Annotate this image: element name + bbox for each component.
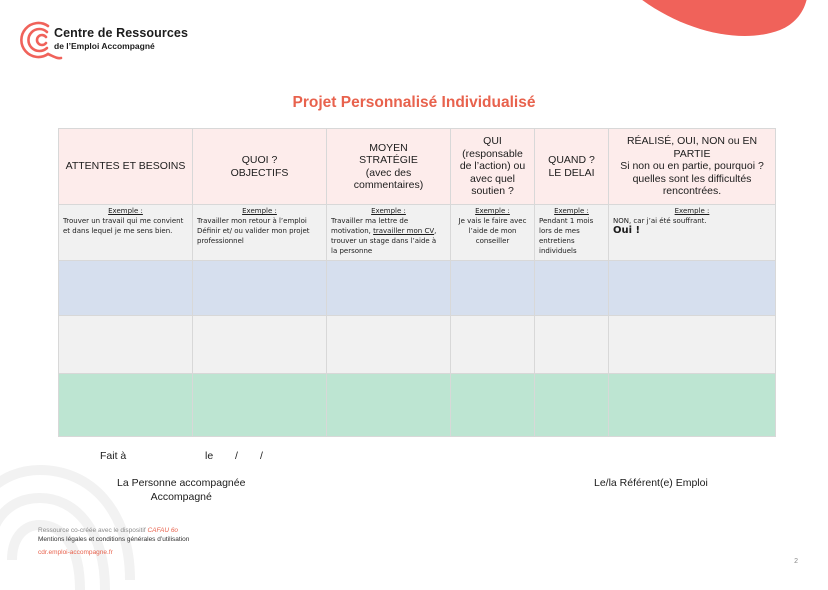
- table-cell[interactable]: [609, 316, 776, 374]
- table-cell[interactable]: [193, 374, 327, 437]
- example-moyen-cv: travailler mon CV: [373, 227, 435, 235]
- footer-legal-link[interactable]: Mentions légales et conditions générales d’utilisation: [38, 536, 190, 543]
- table-cell[interactable]: [59, 316, 193, 374]
- header-qui: QUI (responsable de l’action) ou avec quel soutien ?: [451, 129, 535, 205]
- header-moyen: MOYEN STRATÉGIE (avec des commentaires): [327, 129, 451, 205]
- table-row: [59, 316, 776, 374]
- example-row: [59, 205, 776, 261]
- table-row: [59, 261, 776, 316]
- example-realise-oui: Oui !: [613, 225, 641, 236]
- table-cell[interactable]: [451, 261, 535, 316]
- table-header-row: [59, 129, 776, 205]
- table-cell[interactable]: [609, 374, 776, 437]
- brand-line-2: de l’Emploi Accompagné: [54, 41, 155, 51]
- footer-credit-name: CAFAU 6o: [147, 527, 179, 534]
- table-cell[interactable]: [609, 261, 776, 316]
- example-label: Exemple :: [108, 207, 143, 215]
- example-qui: Je vais le faire avec l’aide de mon conseiller: [458, 217, 527, 245]
- footer-credit: [38, 527, 178, 534]
- date-le-label: le: [205, 450, 214, 462]
- person-signature-label: [117, 477, 245, 504]
- example-quoi: Travailler mon retour à l’emploi Définir et/ ou valider mon projet professionnel: [197, 217, 310, 245]
- header-quoi: QUOI ? OBJECTIFS: [193, 129, 327, 205]
- fait-a-label: Fait à: [100, 450, 127, 462]
- brand-name: [54, 26, 188, 51]
- example-label: Exemple :: [475, 207, 510, 215]
- example-moyen: [331, 217, 436, 255]
- page-title: Projet Personnalisé Individualisé: [292, 94, 536, 111]
- ppi-table: [58, 128, 776, 437]
- table-cell[interactable]: [451, 316, 535, 374]
- example-cell-quand: [535, 205, 609, 261]
- table-cell[interactable]: [451, 374, 535, 437]
- example-cell-qui: [451, 205, 535, 261]
- example-moyen-part2: , trouver un stage dans l’aide à la personne: [331, 227, 437, 255]
- table-cell[interactable]: [193, 261, 327, 316]
- header-realise: RÉALISÉ, OUI, NON ou EN PARTIE Si non ou en partie, pourquoi ? quelles sont les difficultés rencontrées.: [609, 129, 776, 205]
- example-cell-quoi: [193, 205, 327, 261]
- header-attentes: ATTENTES ET BESOINS: [59, 129, 193, 205]
- date-slash-1: /: [235, 450, 238, 462]
- example-cell-moyen: [327, 205, 451, 261]
- example-label: Exemple :: [242, 207, 277, 215]
- table-cell[interactable]: [327, 374, 451, 437]
- example-cell-attentes: [59, 205, 193, 261]
- example-label: Exemple :: [371, 207, 406, 215]
- example-realise: NON, car j’ai été souffrant.: [613, 217, 707, 225]
- table-cell[interactable]: [59, 374, 193, 437]
- table-cell[interactable]: [535, 374, 609, 437]
- header-quand: QUAND ? LE DELAI: [535, 129, 609, 205]
- example-label: Exemple :: [674, 207, 710, 215]
- footer-credit-prefix: Ressource co-créée avec le dispositif: [38, 527, 148, 534]
- table-row: [59, 374, 776, 437]
- table-cell[interactable]: [327, 261, 451, 316]
- example-label: Exemple :: [554, 207, 589, 215]
- person-line-1: La Personne accompagnée: [117, 477, 246, 489]
- date-slash-2: /: [260, 450, 263, 462]
- example-attentes: Trouver un travail qui me convient et dans lequel je me sens bien.: [63, 217, 184, 235]
- referent-signature-label: Le/la Référent(e) Emploi: [594, 477, 708, 489]
- table-cell[interactable]: [193, 316, 327, 374]
- example-quand: Pendant 1 mois lors de mes entretiens individuels: [539, 217, 594, 255]
- decorative-swirl: [0, 450, 160, 590]
- table-cell[interactable]: [59, 261, 193, 316]
- example-moyen-part1: Travailler ma lettre de motivation,: [331, 217, 409, 235]
- example-cell-realise: [609, 205, 776, 261]
- person-line-2: Accompagné: [150, 490, 212, 503]
- table-cell[interactable]: [535, 261, 609, 316]
- footer-url-link[interactable]: cdr.emploi-accompagne.fr: [38, 549, 113, 556]
- decorative-blob: [565, 0, 815, 50]
- brand-line-1: Centre de Ressources: [54, 26, 189, 40]
- table-cell[interactable]: [535, 316, 609, 374]
- table-cell[interactable]: [327, 316, 451, 374]
- page-number: 2: [794, 558, 798, 565]
